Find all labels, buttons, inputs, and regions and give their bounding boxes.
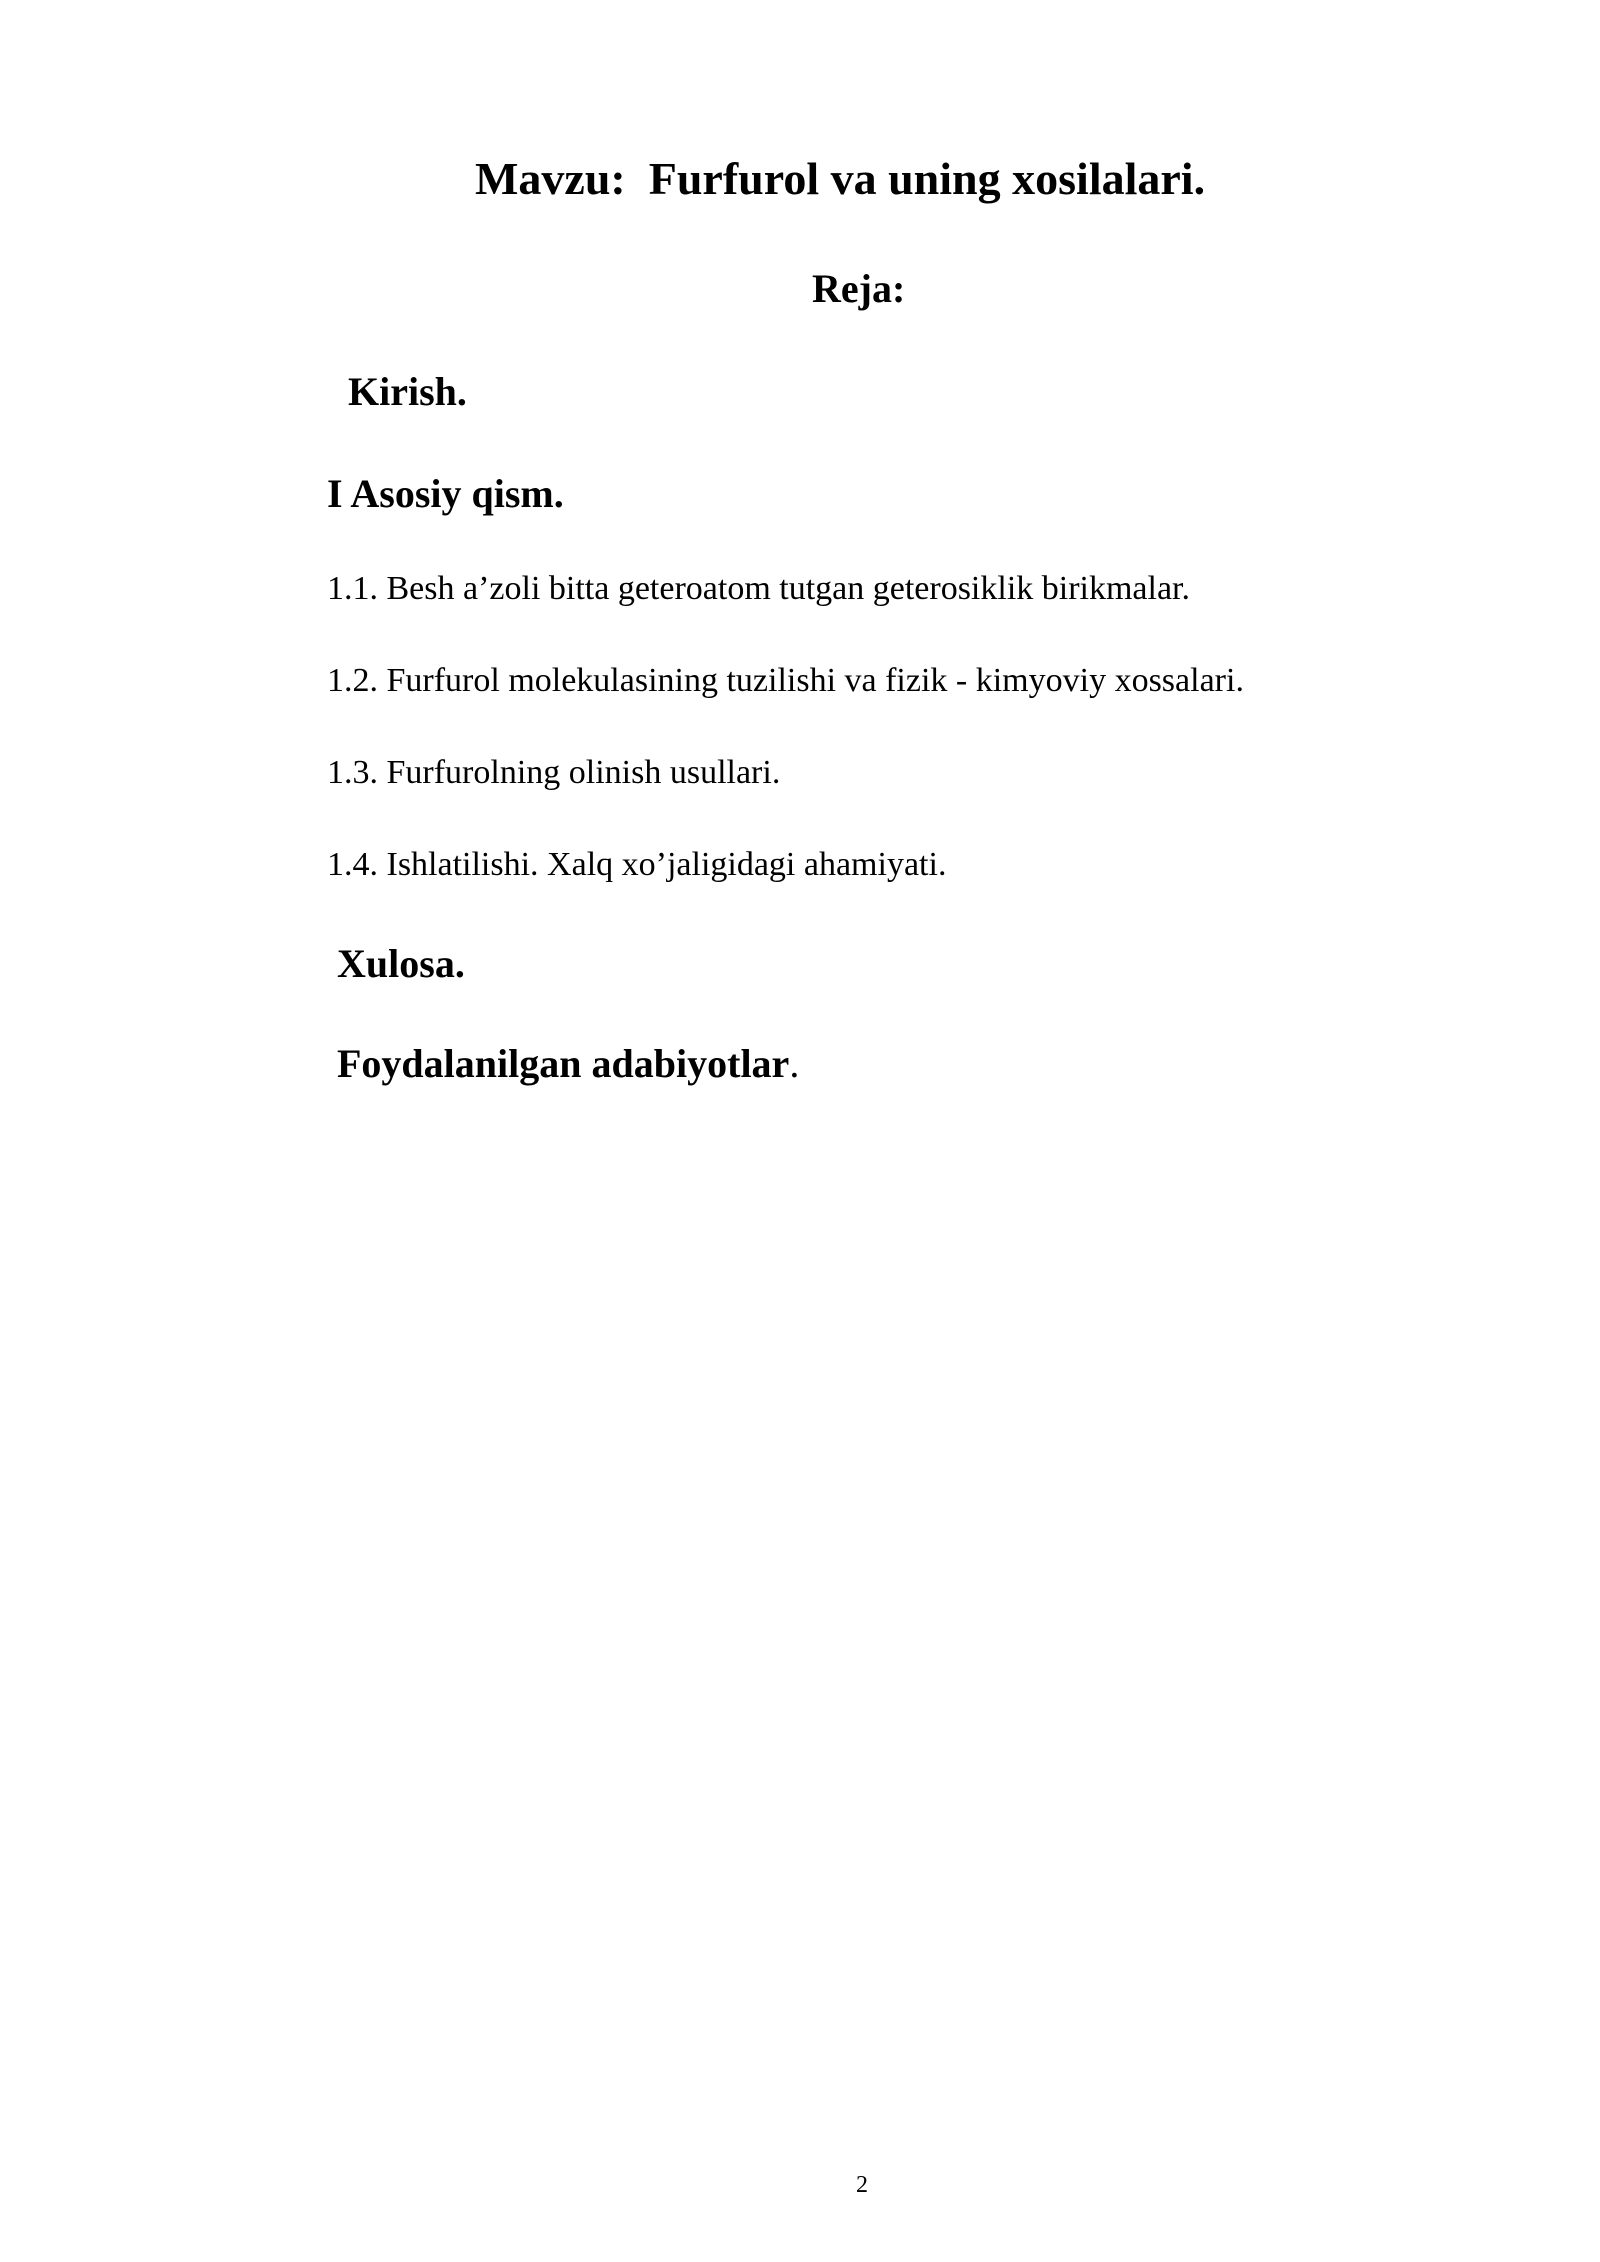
- list-item-1-2: 1.2. Furfurol molekulasining tuzilishi va fizik - kimyoviy xossalari.: [327, 662, 1244, 699]
- list-item-1-4: 1.4. Ishlatilishi. Xalq xo’jaligidagi ahamiyati.: [327, 846, 947, 883]
- references-dot: .: [789, 1041, 800, 1086]
- section-references: [337, 1040, 799, 1087]
- references-label: Foydalanilgan adabiyotlar: [337, 1041, 790, 1086]
- title-row: [0, 152, 1600, 212]
- document-title: Mavzu: Furfurol va uning xosilalari.: [475, 153, 1206, 204]
- section-conclusion: Xulosa.: [337, 941, 465, 986]
- section-main-part: I Asosiy qism.: [327, 471, 564, 516]
- section-intro: Kirish.: [348, 369, 467, 414]
- plan-heading: Reja:: [812, 266, 906, 311]
- list-item-1-1: 1.1. Besh a’zoli bitta geteroatom tutgan geterosiklik birikmalar.: [327, 570, 1190, 607]
- list-item-1-3: 1.3. Furfurolning olinish usullari.: [327, 754, 781, 791]
- page-number: 2: [856, 2172, 868, 2198]
